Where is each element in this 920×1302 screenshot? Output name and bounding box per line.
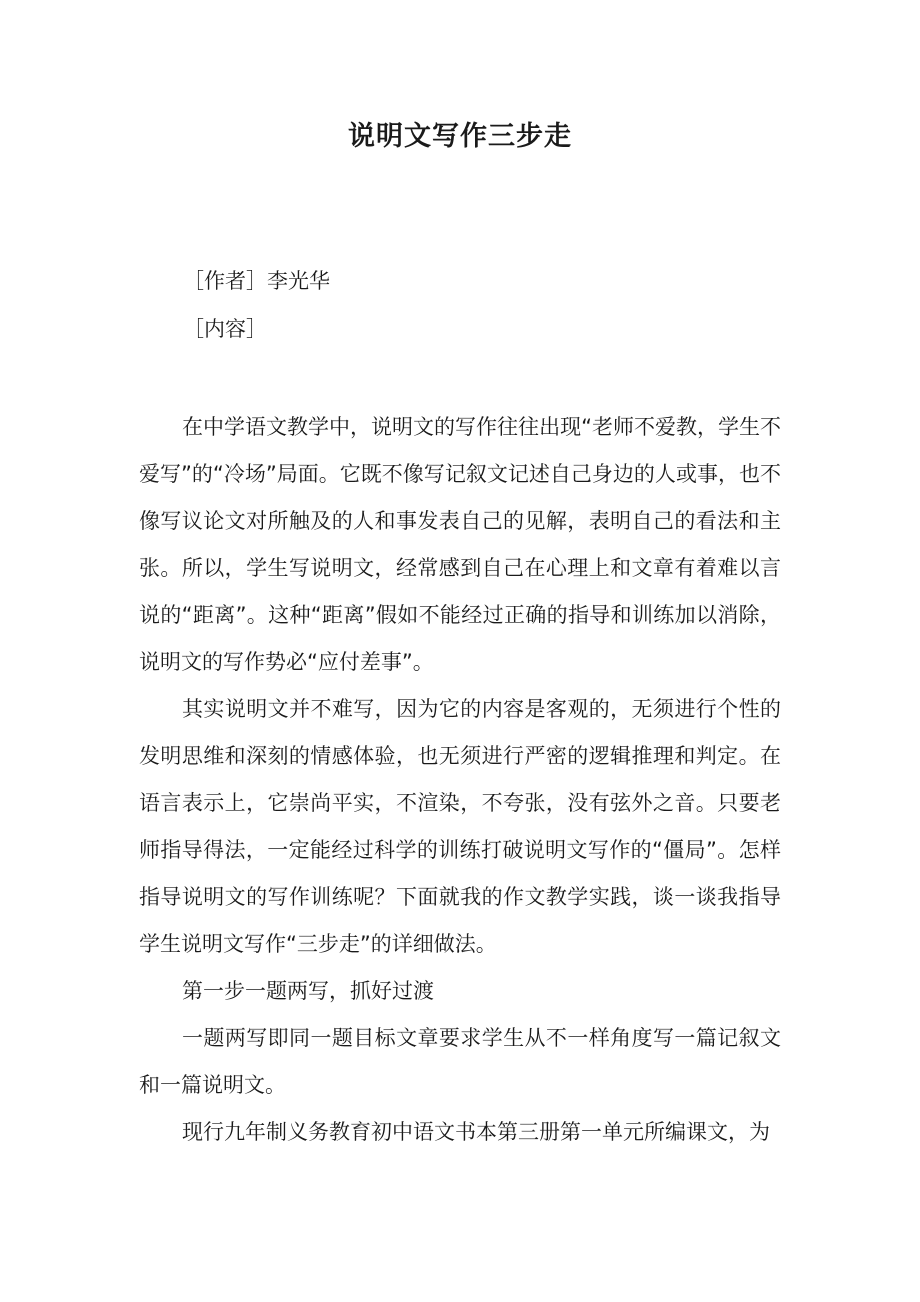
section-heading: 第一步一题两写，抓好过渡 — [182, 979, 434, 1003]
paragraph: 一题两写即同一题目标文章要求学生从不一样角度写一篇记叙文和一篇说明文。 — [139, 1026, 781, 1097]
document-title: 说明文写作三步走 — [348, 121, 572, 152]
content-label: ［内容］ — [183, 317, 267, 341]
author-line: ［作者］李光华 — [183, 269, 330, 293]
paragraph: 现行九年制义务教育初中语文书本第三册第一单元所编课文，为 — [182, 1120, 770, 1144]
paragraph: 其实说明文并不难写，因为它的内容是客观的，无须进行个性的发明思维和深刻的情感体验，也无须进行严密的逻辑推理和判定。在语言表示上，它崇尚平实，不渲染，不夸张，没有弦外之音。只要老师指导得法，一定能经过科学的训练打破说明文写作的“僵局”。怎样指导说明文的写作训练呢？下面就我的作文教学实践，谈一谈我指导学生说明文写作“三步走”的详细做法。 — [139, 697, 781, 956]
article-body — [139, 404, 781, 1156]
paragraph: 在中学语文教学中，说明文的写作往往出现“老师不爱教，学生不爱写”的“冷场”局面。它既不像写记叙文记述自己身边的人或事，也不像写议论文对所触及的人和事发表自己的见解，表明自己的看法和主张。所以，学生写说明文，经常感到自己在心理上和文章有着难以言说的“距离”。这种“距离”假如不能经过正确的指导和训练加以消除，说明文的写作势必“应付差事”。 — [139, 415, 781, 674]
